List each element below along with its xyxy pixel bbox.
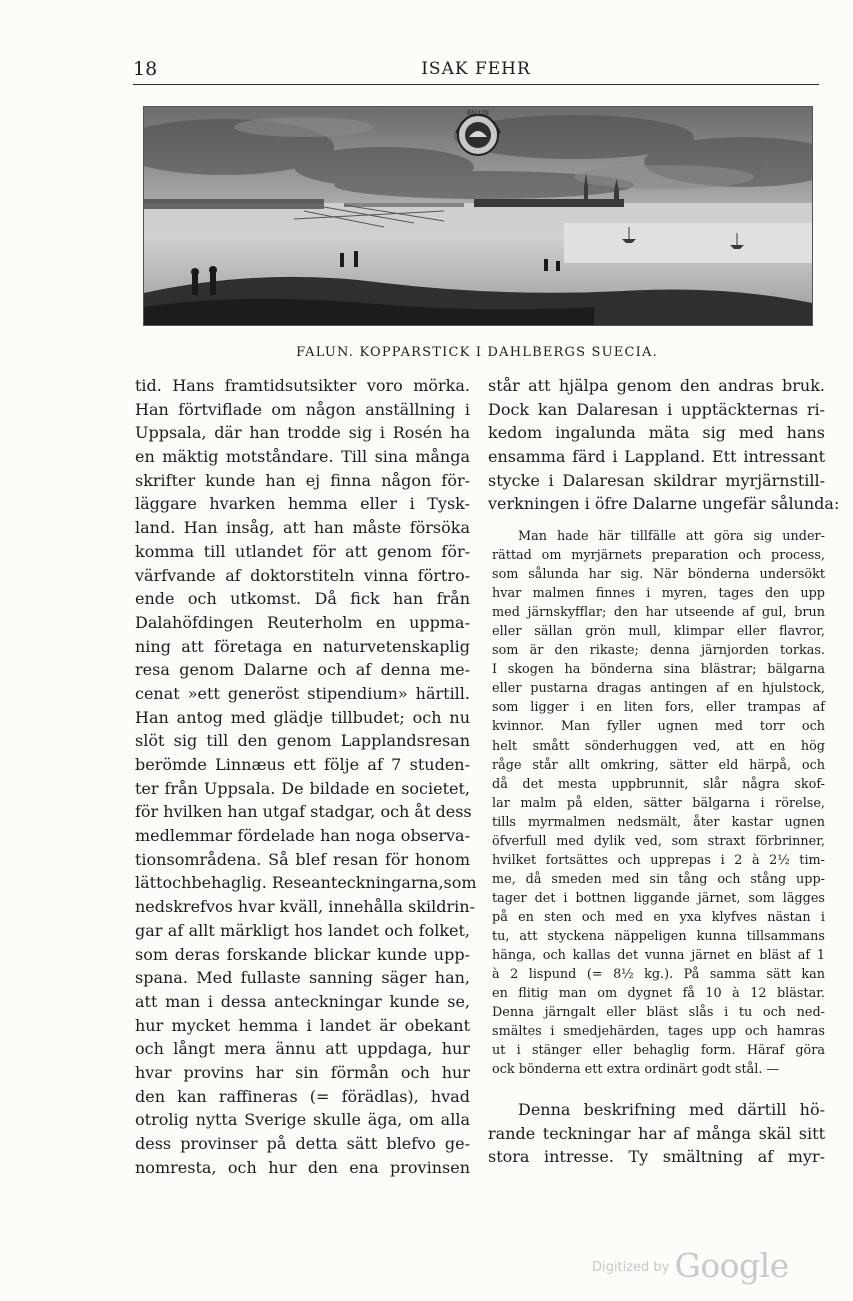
text-line: står att hjälpa genom den andras bruk. bbox=[488, 376, 825, 395]
google-wordmark: Google bbox=[674, 1246, 789, 1285]
text-line: slöt sig till den genom Lapplandsresan bbox=[135, 731, 470, 751]
coat-of-arms-icon bbox=[456, 115, 500, 155]
quote-line: öfverfull med dylik ved, som straxt förbrinner, bbox=[492, 833, 825, 849]
left-column bbox=[135, 374, 477, 1179]
quote-line: då det mesta uppbrunnit, slår några skof- bbox=[492, 776, 825, 792]
text-line: stycke i Dalaresan skildrar myrjärnstill- bbox=[488, 470, 825, 490]
quote-line: Denna järngalt eller bläst slås i tu och ned- bbox=[492, 1005, 825, 1021]
text-line: otrolig nytta Sverige skulle äga, om alla bbox=[135, 1110, 470, 1130]
text-line: dess provinser på detta sätt blefvo ge- bbox=[135, 1134, 470, 1153]
text-line: lättochbehaglig. Reseanteckningarna,som bbox=[135, 873, 477, 893]
text-line: tionsområdena. Så blef resan för honom bbox=[135, 849, 470, 869]
text-line: medlemmar fördelade han noga observa- bbox=[135, 826, 470, 846]
quote-line: helt smått sönderhuggen ved, att en hög bbox=[492, 738, 825, 754]
quote-line: kvinnor. Man fyller ugnen med torr och bbox=[492, 719, 825, 735]
quote-line: en flitig man om dygnet få 10 à 12 blästar. bbox=[492, 986, 825, 1002]
text-line: resa genom Dalarne och af denna me- bbox=[135, 660, 470, 680]
text-line: för hvilken han utgaf stadgar, och åt dess bbox=[135, 802, 472, 822]
quote-line: som är den rikaste; denna järnjorden torkas. bbox=[492, 643, 825, 659]
quote-line: råge står allt omkring, sätter eld härpå, och bbox=[492, 757, 825, 773]
quote-line: ut i stänger eller behaglig form. Häraf göra bbox=[492, 1043, 825, 1059]
right-column-after bbox=[488, 1098, 825, 1169]
text-line: skrifter kunde han ej finna någon för- bbox=[135, 470, 470, 490]
quote-line: eller sällan grön mull, klimpar eller flavror, bbox=[492, 624, 825, 640]
text-line: värfvande af doktorstiteln vinna förtro- bbox=[135, 565, 470, 585]
block-quote bbox=[492, 527, 825, 1079]
text-line: verkningen i öfre Dalarne ungefär sålunda: bbox=[488, 494, 840, 514]
quote-line: som sålunda har sig. När bönderna undersökt bbox=[492, 567, 825, 583]
falun-landscape-illustration bbox=[144, 107, 812, 325]
page-number: 18 bbox=[133, 58, 158, 80]
quote-line: tills myrmalmen nedsmält, åter kastar ugnen bbox=[492, 814, 825, 830]
text-line: berömde Linnæus ett följe af 7 studen- bbox=[135, 755, 470, 774]
quote-line: lar malm på elden, sätter bälgarna i rörelse, bbox=[492, 795, 825, 811]
text-line: spana. Med fullaste sanning säger han, bbox=[135, 968, 470, 988]
text-line: läggare hvarken hemma eller i Tysk- bbox=[135, 494, 470, 514]
quote-line: hänga, och kallas det vunna järnet en bläst af 1 bbox=[492, 948, 825, 964]
digitized-by-label: Digitized by bbox=[592, 1260, 670, 1275]
text-line: cenat »ett generöst stipendium» härtill. bbox=[135, 683, 470, 703]
quote-line: rättad om myrjärnets preparation och process, bbox=[492, 548, 825, 564]
text-line: Dock kan Dalaresan i upptäckternas ri- bbox=[488, 399, 825, 419]
text-line: rande teckningar har af många skäl sitt bbox=[488, 1123, 825, 1143]
quote-line: som ligger i en liten fors, eller trampas af bbox=[492, 700, 825, 716]
header-rule bbox=[133, 84, 819, 85]
quote-line: Man hade här tillfälle att göra sig under- bbox=[518, 529, 825, 544]
quote-line: I skogen ha bönderna sina blästrar; bälgarna bbox=[492, 662, 825, 678]
text-line: Dalahöfdingen Reuterholm en uppma- bbox=[135, 612, 470, 632]
right-column-intro bbox=[488, 374, 840, 516]
quote-line: eller pustarna dragas antingen af en hjulstock, bbox=[492, 681, 825, 697]
text-line: gar af allt märkligt hos landet och folket, bbox=[135, 920, 470, 940]
text-line: tid. Hans framtidsutsikter voro mörka. bbox=[135, 376, 470, 395]
page-header bbox=[133, 58, 819, 84]
text-line: den kan raffineras (= förädlas), hvad bbox=[135, 1086, 470, 1106]
quote-line: tu, att styckena näppeligen kunna tillsammans bbox=[492, 928, 825, 944]
text-line: nedskrefvos hvar kväll, innehålla skildrin- bbox=[135, 897, 475, 917]
quote-line: hvilket fortsättes och upprepas i 2 à 2½ tim- bbox=[492, 852, 825, 868]
quote-line: smältes i smedjehärden, tages upp och hamras bbox=[492, 1024, 825, 1040]
text-line: kedom ingalunda mäta sig med hans bbox=[488, 423, 825, 443]
text-line: Denna beskrifning med därtill hö- bbox=[518, 1100, 825, 1119]
quote-line: ock bönderna ett extra ordinärt godt stål. — bbox=[492, 1062, 780, 1078]
text-line: ende och utkomst. Då fick han från bbox=[135, 589, 470, 609]
text-line: ter från Uppsala. De bildade en societet, bbox=[135, 778, 470, 798]
quote-line: på en sten och med en yxa klyfves nästan i bbox=[492, 909, 825, 925]
text-line: och långt mera ännu att uppdaga, hur bbox=[135, 1039, 470, 1059]
text-line: land. Han insåg, att han måste försöka bbox=[135, 518, 470, 538]
text-line: Han förtviflade om någon anställning i bbox=[135, 399, 470, 419]
text-line: komma till utlandet för att genom för- bbox=[135, 541, 470, 561]
quote-line: tager det i bottnen liggande järnet, som lägges bbox=[492, 890, 825, 906]
text-line: stora intresse. Ty smältning af myr- bbox=[488, 1147, 825, 1167]
text-line: hur mycket hemma i landet är obekant bbox=[135, 1015, 470, 1035]
engraving-inscription: FALUN bbox=[467, 110, 489, 117]
text-line: en mäktig motståndare. Till sina många bbox=[135, 447, 470, 467]
text-line: ensamma färd i Lappland. Ett intressant bbox=[488, 447, 825, 467]
quote-line: med järnskyfflar; den har utseende af gul, brun bbox=[492, 605, 825, 621]
digitized-by-watermark bbox=[592, 1246, 789, 1285]
running-title: ISAK FEHR bbox=[421, 59, 531, 79]
quote-line: à 2 lispund (= 8½ kg.). På samma sätt kan bbox=[492, 967, 825, 983]
text-line: att man i dessa anteckningar kunde se, bbox=[135, 991, 470, 1011]
text-line: hvar provins har sin förmån och hur bbox=[135, 1062, 470, 1082]
figure-caption: FALUN. KOPPARSTICK I DAHLBERGS SUECIA. bbox=[296, 345, 658, 360]
text-line: ning att företaga en naturvetenskaplig bbox=[135, 636, 470, 656]
quote-line: me, då smeden med sin tång och stång upp- bbox=[492, 871, 825, 887]
text-line: som deras forskande blickar kunde upp- bbox=[135, 944, 470, 964]
quote-line: hvar malmen finnes i myren, tages den upp bbox=[492, 586, 825, 602]
text-line: Han antog med glädje tillbudet; och nu bbox=[135, 707, 470, 727]
engraving-falun bbox=[143, 106, 813, 326]
text-line: Uppsala, där han trodde sig i Rosén ha bbox=[135, 423, 470, 443]
text-line: nomresta, och hur den ena provinsen bbox=[135, 1157, 470, 1177]
